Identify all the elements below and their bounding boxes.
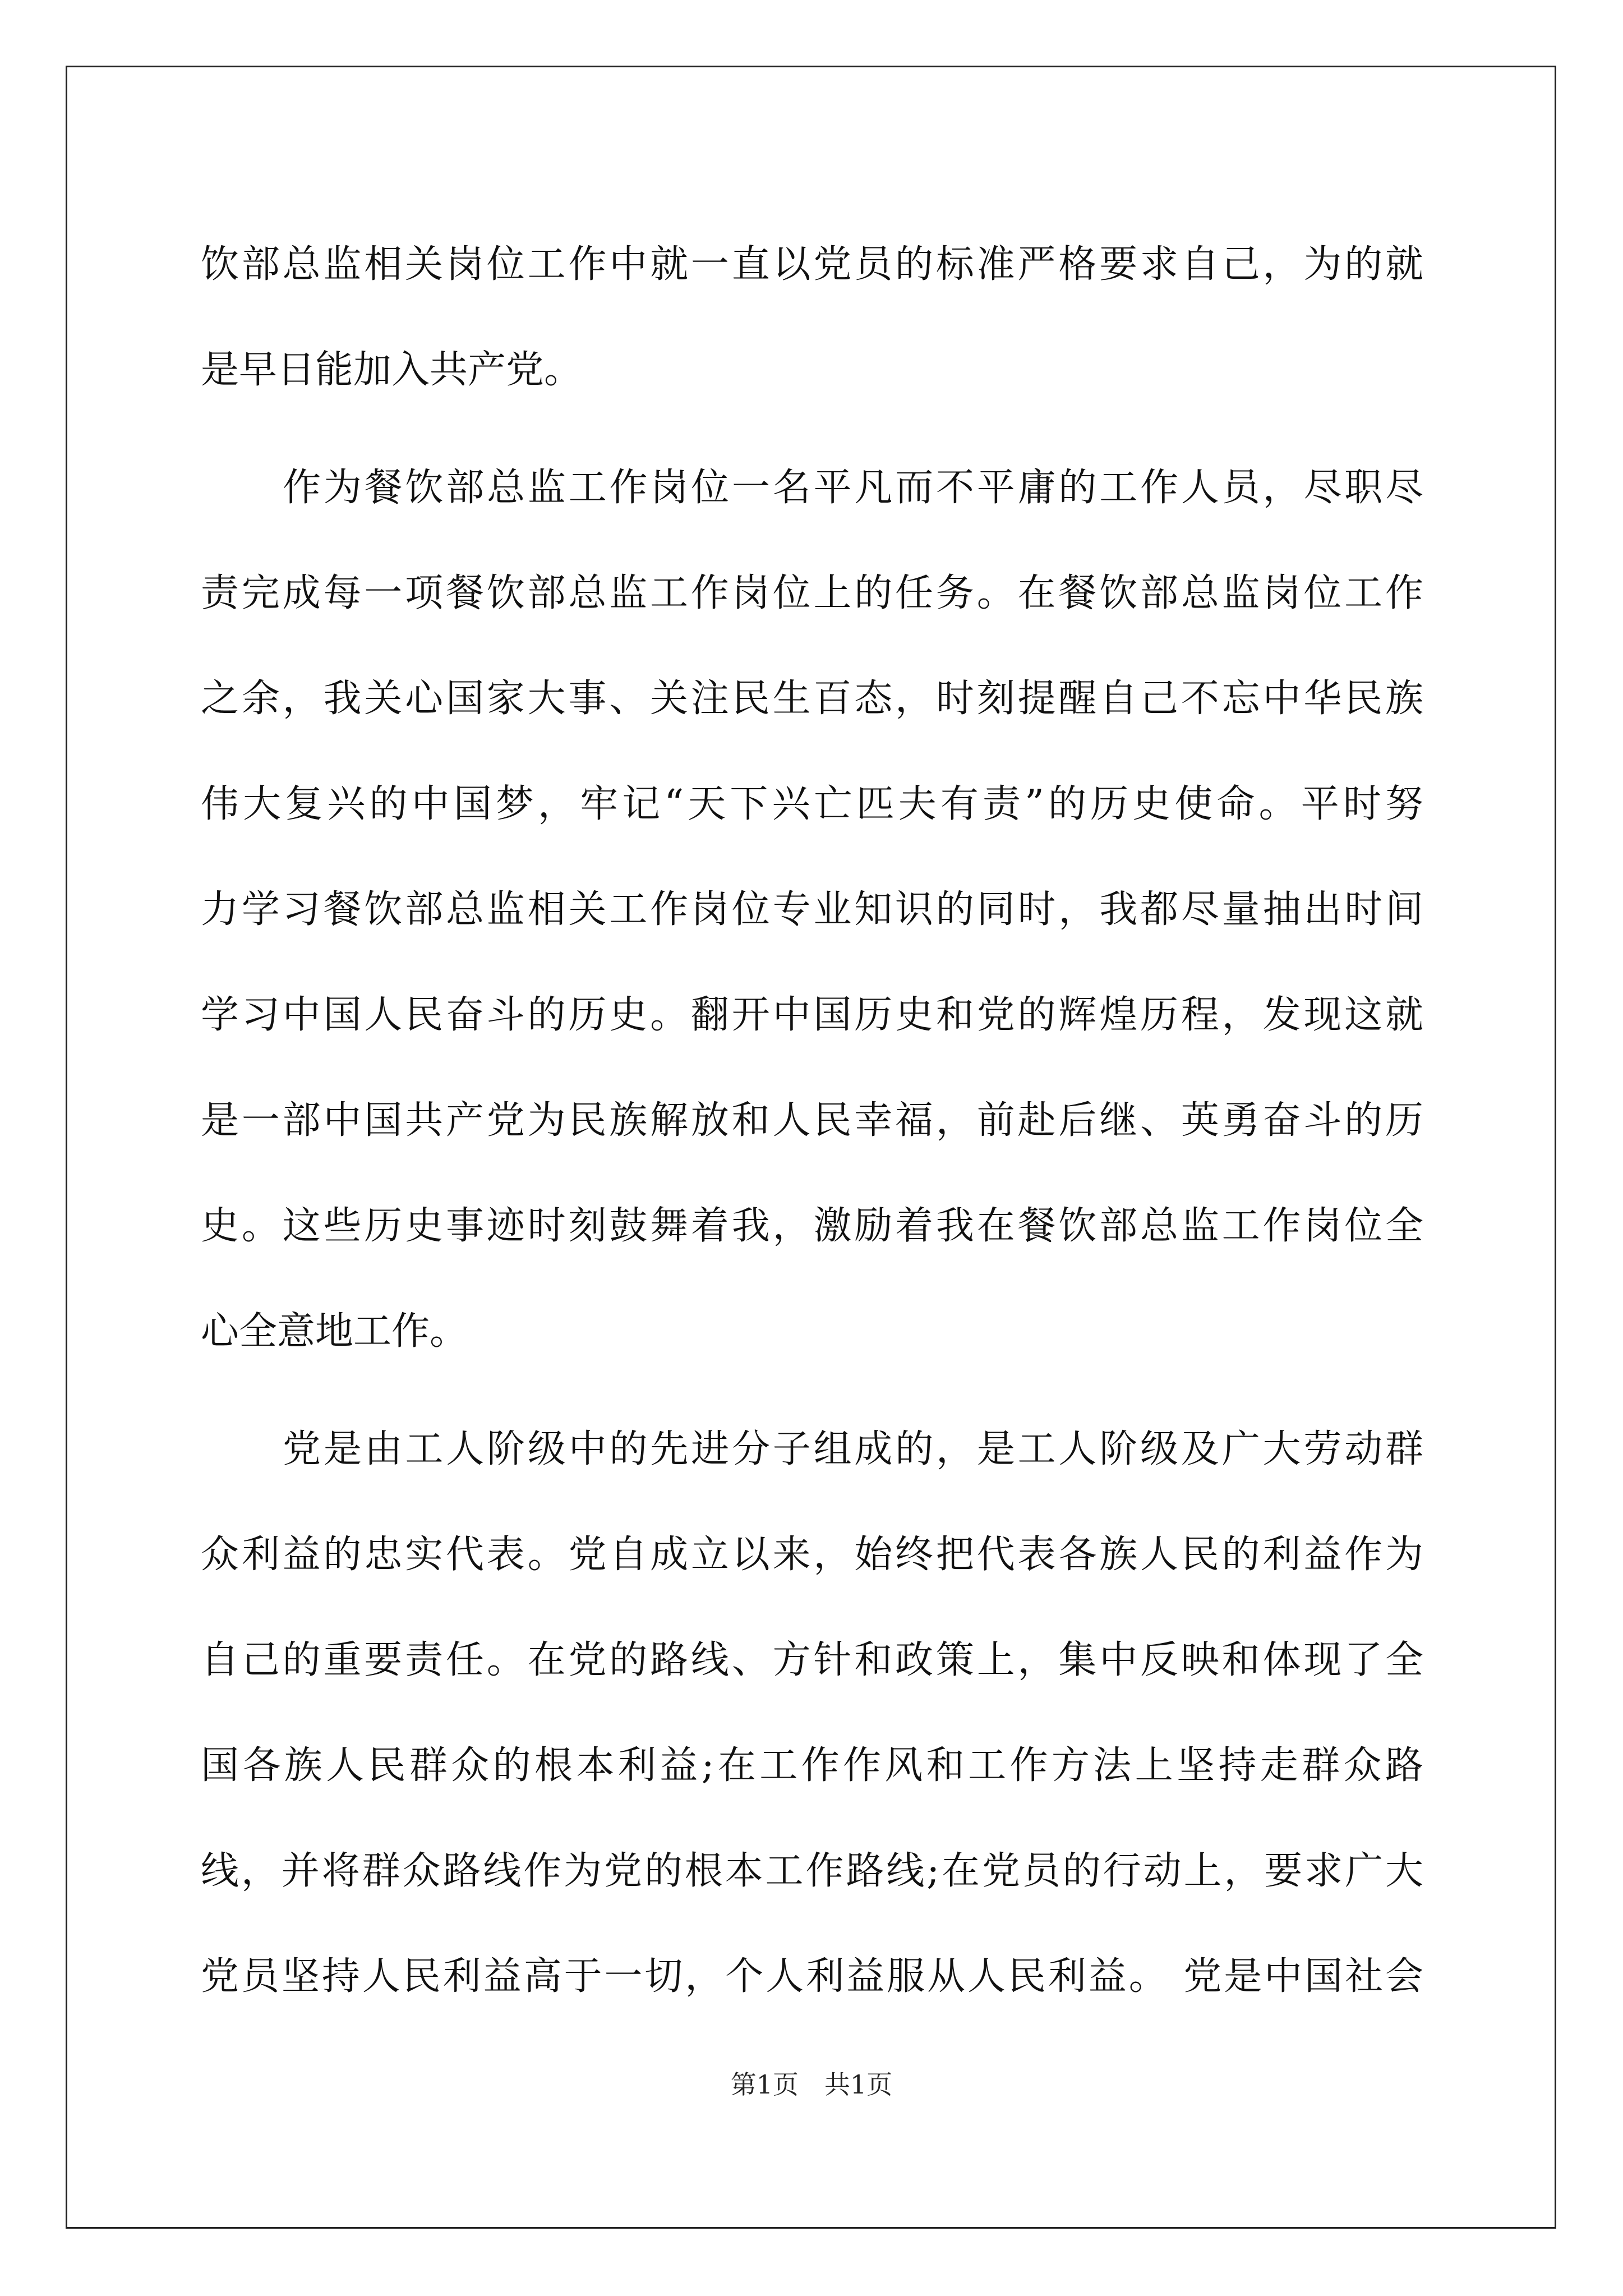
- text-line: 力学习餐饮部总监相关工作岗位专业知识的同时，我都尽量抽出时间: [201, 887, 1423, 932]
- paragraph-1: [201, 212, 1423, 423]
- text-line: 心全意地工作。: [201, 1309, 468, 1354]
- text-line: 作为餐饮部总监工作岗位一名平凡而不平庸的工作人员，尽职尽: [283, 466, 1423, 510]
- text-line: 国各族人民群众的根本利益;在工作作风和工作方法上坚持走群众路: [201, 1743, 1423, 1788]
- text-line: 是早日能加入共产党。: [201, 348, 583, 392]
- text-line: 党是由工人阶级中的先进分子组成的，是工人阶级及广大劳动群: [283, 1427, 1423, 1471]
- text-line: 之余，我关心国家大事、关注民生百态，时刻提醒自己不忘中华民族: [201, 677, 1423, 721]
- document-body: [201, 212, 1423, 2030]
- text-line: 饮部总监相关岗位工作中就一直以党员的标准严格要求自己，为的就: [201, 242, 1423, 287]
- text-line: 学习中国人民奋斗的历史。翻开中国历史和党的辉煌历程，发现这就: [201, 993, 1423, 1037]
- page-number-label: 第1页 共1页: [730, 2069, 893, 2100]
- text-line: 自己的重要责任。在党的路线、方针和政策上，集中反映和体现了全: [201, 1638, 1423, 1682]
- text-line: 责完成每一项餐饮部总监工作岗位上的任务。在餐饮部总监岗位工作: [201, 571, 1423, 615]
- text-line: 众利益的忠实代表。党自成立以来，始终把代表各族人民的利益作为: [201, 1533, 1423, 1577]
- page-footer: [0, 2064, 1623, 2101]
- text-line: 是一部中国共产党为民族解放和人民幸福，前赴后继、英勇奋斗的历: [201, 1098, 1423, 1143]
- text-line: 史。这些历史事迹时刻鼓舞着我，激励着我在餐饮部总监工作岗位全: [201, 1204, 1423, 1248]
- text-line: 党员坚持人民利益高于一切，个人利益服从人民利益。 党是中国社会: [201, 1954, 1423, 1999]
- text-line: 线，并将群众路线作为党的根本工作路线;在党员的行动上，要求广大: [201, 1849, 1423, 1893]
- paragraph-3: [201, 1397, 1423, 2030]
- paragraph-2: [201, 435, 1423, 1384]
- text-line: 伟大复兴的中国梦，牢记“天下兴亡匹夫有责”的历史使命。平时努: [201, 782, 1423, 826]
